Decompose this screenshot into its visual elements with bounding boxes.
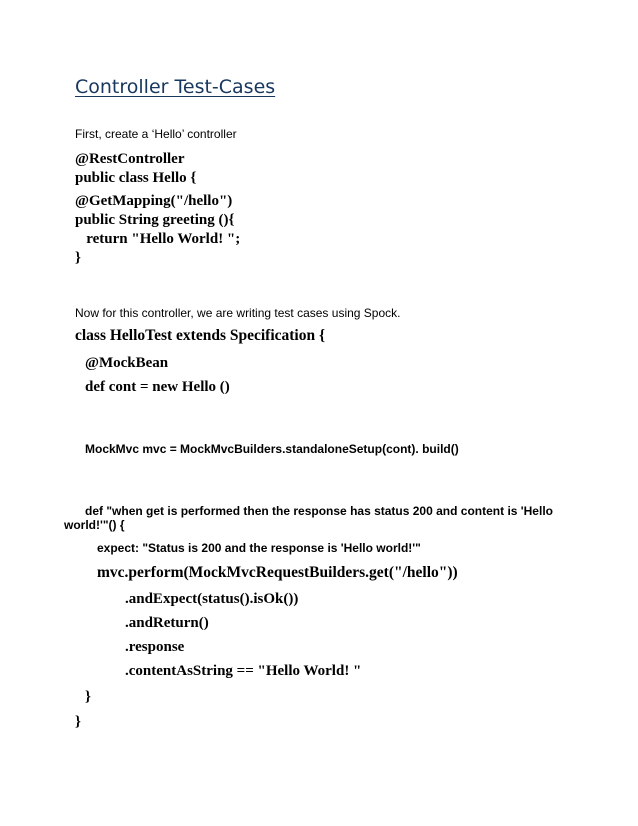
controller-code-block-1 — [75, 150, 196, 188]
code-line: public class Hello { — [75, 170, 197, 186]
content-line: .contentAsString == "Hello World! " — [125, 663, 362, 679]
test-class-line: class HelloTest extends Specification { — [75, 327, 326, 344]
code-line: } — [75, 250, 81, 266]
mockbean-annotation: @MockBean — [85, 355, 169, 371]
test-def-line-1: def "when get is performed then the response has status 200 and content is 'Hello — [85, 504, 553, 518]
controller-code-block-2 — [75, 192, 240, 268]
perform-line: mvc.perform(MockMvcRequestBuilders.get("/hello")) — [97, 564, 458, 581]
intro-text: First, create a ‘Hello’ controller — [75, 127, 237, 141]
code-line: @GetMapping("/hello") — [75, 193, 233, 209]
response-line: .response — [125, 639, 185, 655]
closing-brace-inner: } — [85, 689, 91, 705]
and-expect-line: .andExpect(status().isOk()) — [125, 591, 299, 607]
tests-intro-text: Now for this controller, we are writing test cases using Spock. — [75, 306, 401, 320]
code-line: return "Hello World! "; — [75, 231, 241, 247]
and-return-line: .andReturn() — [125, 615, 209, 631]
page-title: Controller Test-Cases — [75, 76, 276, 98]
def-cont-line: def cont = new Hello () — [85, 379, 230, 395]
expect-line: expect: "Status is 200 and the response is 'Hello world!'" — [97, 541, 421, 555]
mockmvc-line: MockMvc mvc = MockMvcBuilders.standaloneSetup(cont). build() — [85, 442, 459, 456]
code-line: public String greeting (){ — [75, 212, 235, 228]
closing-brace-outer: } — [75, 714, 81, 730]
test-def-line-2: world!'"() { — [64, 518, 125, 532]
code-line: @RestController — [75, 151, 185, 167]
